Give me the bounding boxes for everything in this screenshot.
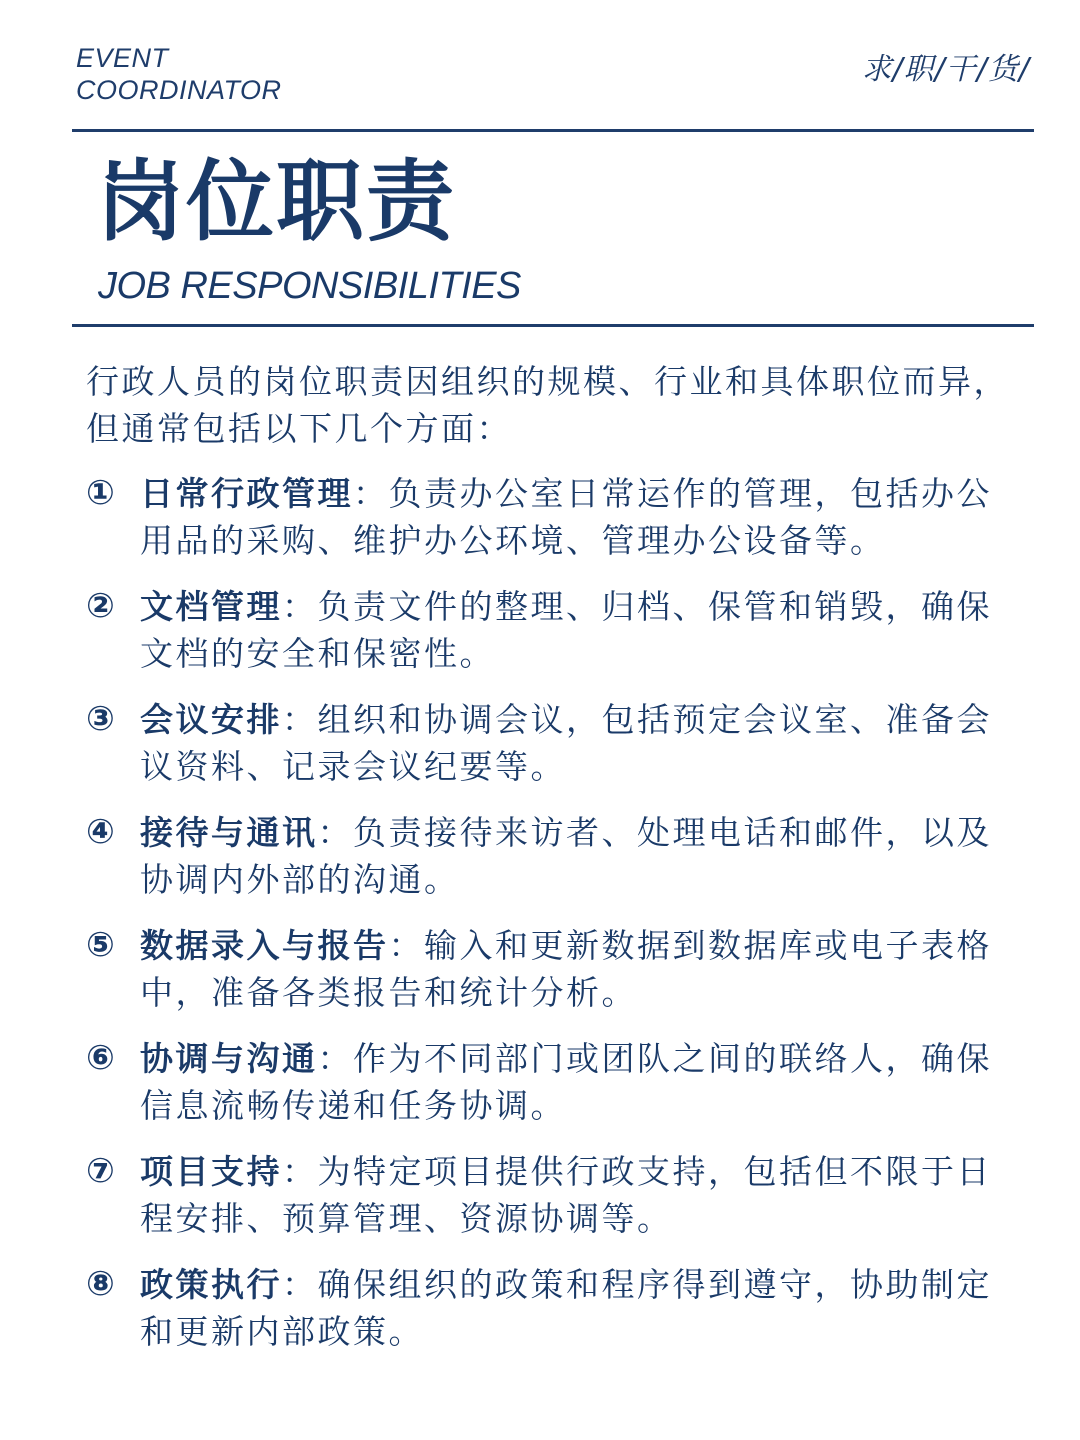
item-separator: ： xyxy=(317,813,353,852)
item-text: 确保组织的政策和程序得到遵守，协助制定和更新内部政策。 xyxy=(140,1265,992,1351)
list-item xyxy=(86,1261,1018,1355)
item-heading: 文档管理 xyxy=(140,587,282,626)
item-text: 为特定项目提供行政支持，包括但不限于日程安排、预算管理、资源协调等。 xyxy=(140,1152,992,1238)
header-role xyxy=(76,42,282,106)
item-text: 负责文件的整理、归档、保管和销毁，确保文档的安全和保密性。 xyxy=(140,587,992,673)
item-heading: 会议安排 xyxy=(140,700,282,739)
item-text: 负责办公室日常运作的管理，包括办公用品的采购、维护办公环境、管理办公设备等。 xyxy=(140,474,992,560)
item-number: ④ xyxy=(86,812,118,852)
item-separator: ： xyxy=(282,1152,318,1191)
list-item xyxy=(86,583,1018,677)
intro-paragraph: 行政人员的岗位职责因组织的规模、行业和具体职位而异，但通常包括以下几个方面： xyxy=(86,362,1009,448)
list-item xyxy=(86,809,1018,903)
list-item xyxy=(86,696,1018,790)
page-title: 岗位职责 xyxy=(96,150,457,253)
item-heading: 数据录入与报告 xyxy=(140,926,389,965)
list-item xyxy=(86,1148,1018,1242)
item-separator: ： xyxy=(353,474,389,513)
item-heading: 项目支持 xyxy=(140,1152,282,1191)
list-item xyxy=(86,922,1018,1016)
item-heading: 协调与沟通 xyxy=(140,1039,318,1078)
header-tagline: 求/职/干/货/ xyxy=(861,52,1030,87)
item-number: ⑤ xyxy=(86,925,118,965)
item-heading: 接待与通讯 xyxy=(140,813,318,852)
item-number: ③ xyxy=(86,699,118,739)
item-number: ① xyxy=(86,473,118,513)
item-text: 组织和协调会议，包括预定会议室、准备会议资料、记录会议纪要等。 xyxy=(140,700,992,786)
item-number: ⑦ xyxy=(86,1151,118,1191)
title-divider xyxy=(72,324,1034,327)
item-number: ⑥ xyxy=(86,1038,118,1078)
item-text: 输入和更新数据到数据库或电子表格中，准备各类报告和统计分析。 xyxy=(140,926,992,1012)
item-number: ② xyxy=(86,586,118,626)
responsibility-list xyxy=(86,470,1018,1374)
header-role-line2: COORDINATOR xyxy=(76,75,282,105)
item-text: 作为不同部门或团队之间的联络人，确保信息流畅传递和任务协调。 xyxy=(140,1039,992,1125)
item-heading: 政策执行 xyxy=(140,1265,282,1304)
item-text: 负责接待来访者、处理电话和邮件，以及协调内外部的沟通。 xyxy=(140,813,992,899)
list-item xyxy=(86,470,1018,564)
item-separator: ： xyxy=(282,1265,318,1304)
item-separator: ： xyxy=(388,926,424,965)
top-divider xyxy=(72,129,1034,132)
page-subtitle: JOB RESPONSIBILITIES xyxy=(98,265,521,307)
item-number: ⑧ xyxy=(86,1264,118,1304)
item-heading: 日常行政管理 xyxy=(140,474,353,513)
item-separator: ： xyxy=(317,1039,353,1078)
item-separator: ： xyxy=(282,587,318,626)
item-separator: ： xyxy=(282,700,318,739)
header-role-line1: EVENT xyxy=(76,43,169,73)
list-item xyxy=(86,1035,1018,1129)
